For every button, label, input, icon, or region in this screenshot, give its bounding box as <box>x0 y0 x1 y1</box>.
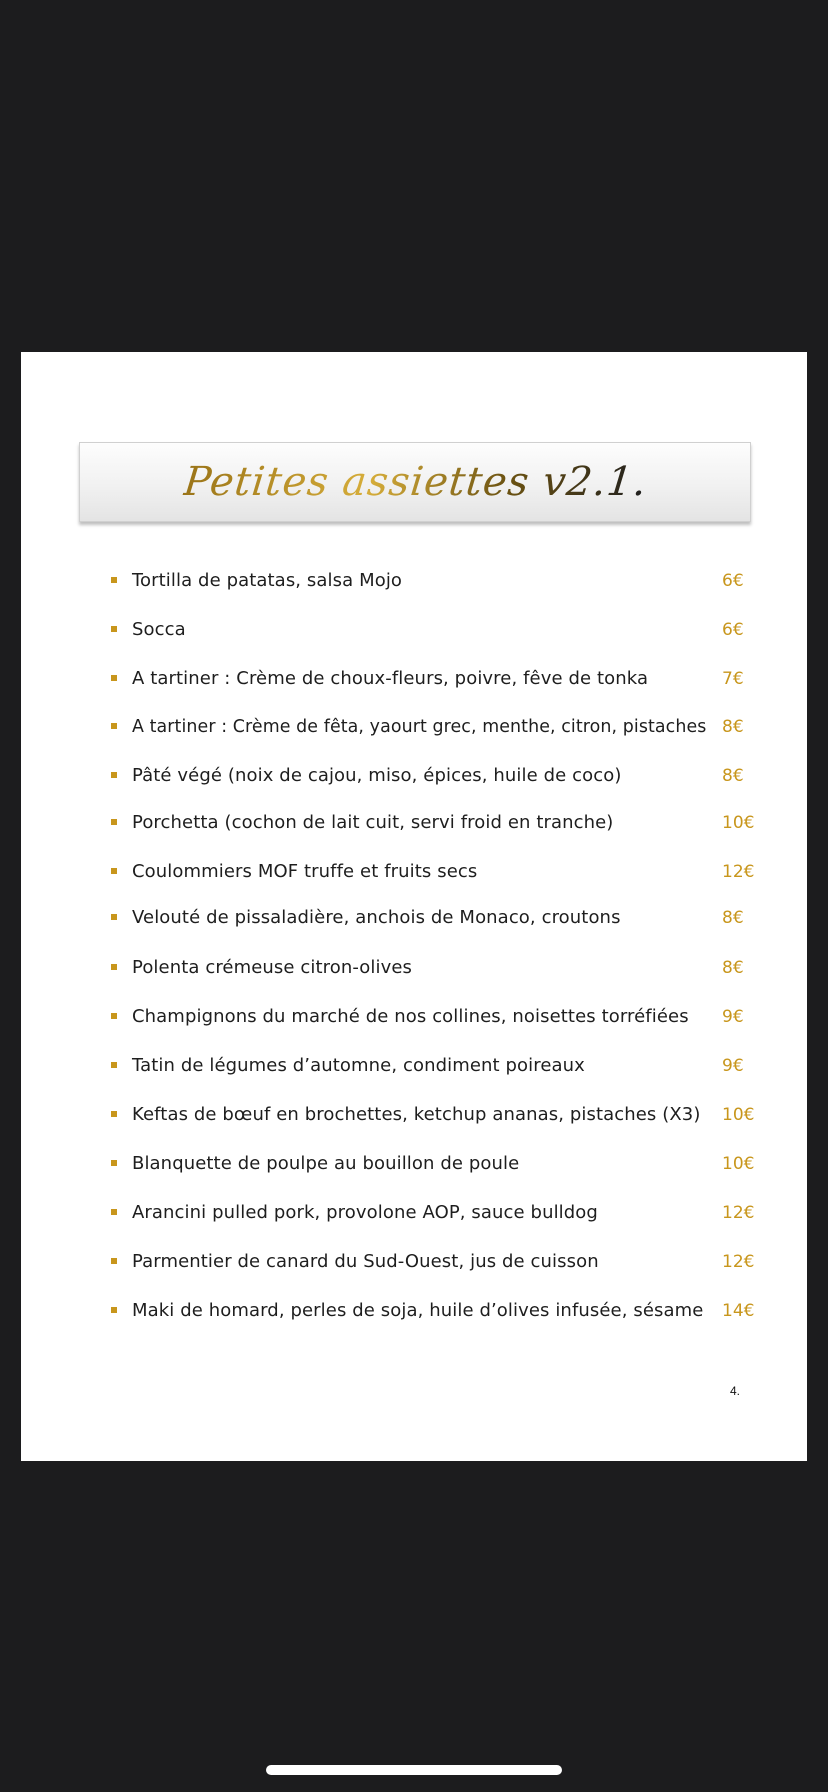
bullet-icon <box>111 1111 117 1117</box>
bullet-icon <box>111 868 117 874</box>
menu-item-price: 10€ <box>722 1105 755 1125</box>
menu-item <box>21 666 807 692</box>
bullet-icon <box>111 1062 117 1068</box>
menu-item-name: Parmentier de canard du Sud-Ouest, jus de cuisson <box>132 1251 599 1272</box>
menu-item <box>21 1102 807 1128</box>
menu-item-name: Velouté de pissaladière, anchois de Monaco, croutons <box>132 907 621 928</box>
menu-item <box>21 568 807 594</box>
bullet-icon <box>111 1307 117 1313</box>
menu-item <box>21 1004 807 1030</box>
page-title: Petites assiettes v2.1. <box>181 459 649 505</box>
menu-item-name: A tartiner : Crème de fêta, yaourt grec, menthe, citron, pistaches <box>132 717 707 737</box>
menu-item-name: Champignons du marché de nos collines, noisettes torréfiées <box>132 1006 689 1027</box>
menu-page <box>21 352 807 1461</box>
menu-item-price: 9€ <box>722 1007 744 1027</box>
menu-item-name: Porchetta (cochon de lait cuit, servi froid en tranche) <box>132 812 614 833</box>
menu-item <box>21 810 807 836</box>
bullet-icon <box>111 1013 117 1019</box>
menu-item-price: 8€ <box>722 766 744 786</box>
menu-item-price: 8€ <box>722 908 744 928</box>
bullet-icon <box>111 914 117 920</box>
bullet-icon <box>111 675 117 681</box>
menu-item <box>21 763 807 789</box>
menu-item-price: 6€ <box>722 620 744 640</box>
bullet-icon <box>111 1209 117 1215</box>
page-number: 4. <box>730 1384 741 1398</box>
menu-item <box>21 617 807 643</box>
menu-item-name: A tartiner : Crème de choux-fleurs, poivre, fêve de tonka <box>132 668 649 689</box>
bullet-icon <box>111 723 117 729</box>
menu-item-price: 8€ <box>722 958 744 978</box>
menu-item <box>21 714 807 740</box>
home-indicator[interactable] <box>266 1765 562 1775</box>
bullet-icon <box>111 1160 117 1166</box>
bullet-icon <box>111 1258 117 1264</box>
bullet-icon <box>111 626 117 632</box>
menu-list <box>21 352 807 1461</box>
bullet-icon <box>111 819 117 825</box>
menu-item-name: Polenta crémeuse citron-olives <box>132 957 413 978</box>
menu-item <box>21 905 807 931</box>
menu-item-price: 14€ <box>722 1301 755 1321</box>
menu-item <box>21 1200 807 1226</box>
menu-item-name: Blanquette de poulpe au bouillon de poule <box>132 1153 520 1174</box>
menu-item <box>21 1249 807 1275</box>
menu-item-name: Socca <box>132 619 186 640</box>
menu-item-price: 10€ <box>722 1154 755 1174</box>
menu-item-price: 12€ <box>722 1203 755 1223</box>
bullet-icon <box>111 772 117 778</box>
menu-item-price: 10€ <box>722 813 755 833</box>
menu-item <box>21 1298 807 1324</box>
menu-item-name: Keftas de bœuf en brochettes, ketchup ananas, pistaches (X3) <box>132 1104 701 1125</box>
menu-item-price: 12€ <box>722 862 755 882</box>
menu-item <box>21 1151 807 1177</box>
menu-item-name: Pâté végé (noix de cajou, miso, épices, huile de coco) <box>132 765 622 786</box>
menu-item-name: Coulommiers MOF truffe et fruits secs <box>132 861 478 882</box>
menu-item-name: Tortilla de patatas, salsa Mojo <box>132 570 403 591</box>
menu-item-price: 8€ <box>722 717 744 737</box>
menu-item-price: 6€ <box>722 571 744 591</box>
menu-item <box>21 955 807 981</box>
bullet-icon <box>111 577 117 583</box>
menu-item <box>21 859 807 885</box>
menu-item-price: 12€ <box>722 1252 755 1272</box>
menu-item-name: Tatin de légumes d’automne, condiment poireaux <box>132 1055 585 1076</box>
menu-item-name: Arancini pulled pork, provolone AOP, sauce bulldog <box>132 1202 598 1223</box>
bullet-icon <box>111 964 117 970</box>
menu-item <box>21 1053 807 1079</box>
menu-item-price: 7€ <box>722 669 744 689</box>
menu-item-price: 9€ <box>722 1056 744 1076</box>
menu-item-name: Maki de homard, perles de soja, huile d’olives infusée, sésame <box>132 1300 704 1321</box>
